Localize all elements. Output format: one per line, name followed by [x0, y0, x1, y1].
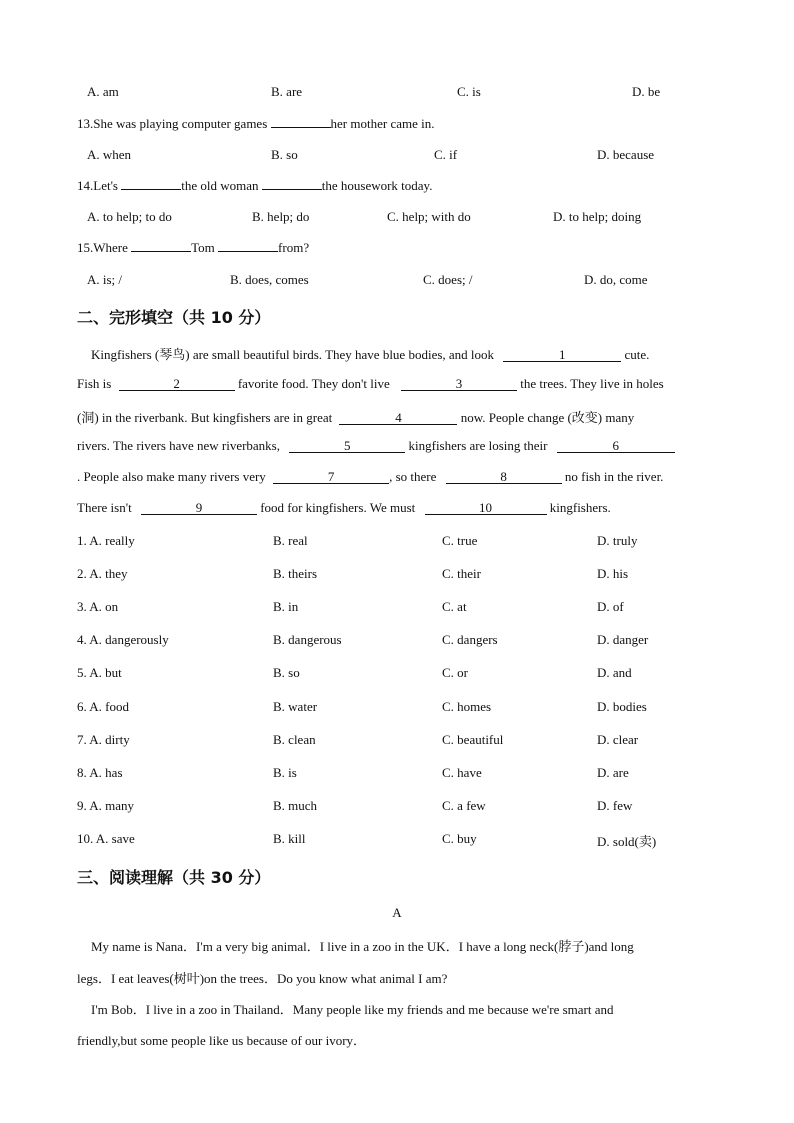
q15-stem-text-b: Tom — [191, 240, 219, 255]
cloze-option-a[interactable]: 7. A. dirty — [77, 732, 130, 747]
passage-text: . People also make many rivers very — [77, 469, 270, 484]
cloze-option-a[interactable]: 10. A. save — [77, 831, 135, 846]
q12-option-c[interactable]: C. is — [457, 84, 481, 99]
cloze-blank-6[interactable]: 6 — [557, 440, 675, 453]
passage-a-p2-line-1: I'm Bob．I live in a zoo in Thailand．Many people like my friends and me because we're smart and — [91, 1002, 614, 1017]
cloze-option-a[interactable]: 6. A. food — [77, 699, 129, 714]
passage-text: cute. — [621, 347, 650, 362]
cloze-option-b[interactable]: B. in — [273, 599, 299, 614]
cloze-option-b[interactable]: B. real — [273, 533, 308, 548]
q14-option-d[interactable]: D. to help; doing — [553, 209, 642, 224]
q15-stem-text-a: 15.Where — [77, 240, 132, 255]
cloze-option-b[interactable]: B. clean — [273, 732, 316, 747]
passage-text: food for kingfishers. We must — [256, 500, 419, 515]
cloze-option-c[interactable]: C. at — [442, 599, 467, 614]
passage-text: (洞) in the riverbank. But kingfishers are in great — [77, 410, 336, 425]
passage-text: now. People change (改变) many — [457, 410, 635, 425]
passage-a-p1-line-1: My name is Nana．I'm a very big animal．I live in a zoo in the UK．I have a long neck(脖子)and long — [91, 939, 634, 954]
cloze-blank-5[interactable]: 5 — [289, 440, 405, 453]
q15-option-b[interactable]: B. does, comes — [230, 272, 309, 287]
q15-option-c[interactable]: C. does; / — [423, 272, 473, 287]
cloze-option-d[interactable]: D. are — [597, 765, 629, 780]
cloze-option-a[interactable]: 5. A. but — [77, 665, 122, 680]
cloze-option-a[interactable]: 3. A. on — [77, 599, 119, 614]
cloze-option-c[interactable]: C. their — [442, 566, 481, 581]
passage-label: A — [392, 905, 402, 920]
cloze-option-a[interactable]: 8. A. has — [77, 765, 123, 780]
q14-blank-2[interactable] — [262, 189, 322, 190]
q13-stem — [77, 116, 434, 132]
cloze-option-c[interactable]: C. beautiful — [442, 732, 504, 747]
passage-line-6 — [77, 500, 611, 516]
cloze-option-d[interactable]: D. bodies — [597, 699, 647, 714]
cloze-option-a[interactable]: 1. A. really — [77, 533, 135, 548]
cloze-option-d[interactable]: D. truly — [597, 533, 638, 548]
passage-line-2 — [77, 376, 664, 392]
passage-text: rivers. The rivers have new riverbanks, — [77, 438, 284, 453]
passage-text: There isn't — [77, 500, 135, 515]
cloze-option-c[interactable]: C. dangers — [442, 632, 498, 647]
q14-option-c[interactable]: C. help; with do — [387, 209, 471, 224]
q13-option-c[interactable]: C. if — [434, 147, 458, 162]
q12-option-a[interactable]: A. am — [87, 84, 119, 99]
q14-stem-text-c: the housework today. — [321, 178, 433, 193]
cloze-blank-9[interactable]: 9 — [141, 502, 257, 515]
q13-option-d[interactable]: D. because — [597, 147, 655, 162]
cloze-option-b[interactable]: B. theirs — [273, 566, 318, 581]
cloze-option-d[interactable]: D. of — [597, 599, 624, 614]
cloze-option-d[interactable]: D. danger — [597, 632, 649, 647]
passage-text: favorite food. They don't live — [234, 376, 394, 391]
cloze-option-d[interactable]: D. few — [597, 798, 633, 813]
cloze-blank-2[interactable]: 2 — [119, 378, 235, 391]
passage-text: Fish is — [77, 376, 115, 391]
cloze-option-a[interactable]: 2. A. they — [77, 566, 128, 581]
passage-text: no fish in the river. — [561, 469, 664, 484]
cloze-option-c[interactable]: C. a few — [442, 798, 486, 813]
cloze-option-b[interactable]: B. dangerous — [273, 632, 342, 647]
cloze-blank-4[interactable]: 4 — [339, 412, 457, 425]
passage-text: kingfishers. — [546, 500, 611, 515]
q14-blank-1[interactable] — [121, 189, 181, 190]
q12-option-d[interactable]: D. be — [632, 84, 661, 99]
cloze-option-b[interactable]: B. water — [273, 699, 318, 714]
cloze-option-d[interactable]: D. sold(卖) — [597, 834, 657, 849]
passage-text: kingfishers are losing their — [405, 438, 551, 453]
q13-option-a[interactable]: A. when — [87, 147, 132, 162]
passage-a-p2-line-2: friendly,but some people like us because of our ivory． — [77, 1033, 367, 1048]
passage-line-1 — [91, 344, 649, 363]
passage-line-3 — [77, 407, 634, 426]
q15-stem-text-c: from? — [278, 240, 310, 255]
q15-blank-2[interactable] — [218, 251, 278, 252]
section-2-title: 二、完形填空（共 10 分） — [77, 308, 271, 327]
cloze-blank-7[interactable]: 7 — [273, 471, 389, 484]
cloze-option-a[interactable]: 9. A. many — [77, 798, 135, 813]
q13-option-b[interactable]: B. so — [271, 147, 298, 162]
passage-text: Kingfishers (琴鸟) are small beautiful birds. They have blue bodies, and look — [91, 347, 498, 362]
q14-stem — [77, 178, 432, 194]
cloze-option-c[interactable]: C. buy — [442, 831, 477, 846]
cloze-option-c[interactable]: C. have — [442, 765, 482, 780]
section-3-title: 三、阅读理解（共 30 分） — [77, 868, 271, 887]
q15-option-d[interactable]: D. do, come — [584, 272, 648, 287]
passage-text: , so there — [389, 469, 440, 484]
q13-stem-text-a: 13.She was playing computer games — [77, 116, 271, 131]
cloze-blank-10[interactable]: 10 — [425, 502, 547, 515]
cloze-option-b[interactable]: B. is — [273, 765, 297, 780]
passage-line-4 — [77, 438, 675, 454]
q14-stem-text-b: the old woman — [181, 178, 262, 193]
cloze-option-d[interactable]: D. his — [597, 566, 629, 581]
q13-stem-text-b: her mother came in. — [330, 116, 435, 131]
passage-a-p1-line-2: legs．I eat leaves(树叶)on the trees．Do you know what animal I am? — [77, 971, 448, 986]
cloze-option-d[interactable]: D. and — [597, 665, 632, 680]
cloze-blank-8[interactable]: 8 — [446, 471, 562, 484]
cloze-option-d[interactable]: D. clear — [597, 732, 639, 747]
cloze-option-c[interactable]: C. true — [442, 533, 478, 548]
q13-blank[interactable] — [271, 127, 331, 128]
q15-option-a[interactable]: A. is; / — [87, 272, 123, 287]
cloze-option-b[interactable]: B. so — [273, 665, 300, 680]
cloze-option-c[interactable]: C. or — [442, 665, 468, 680]
cloze-option-b[interactable]: B. kill — [273, 831, 306, 846]
q14-option-b[interactable]: B. help; do — [252, 209, 310, 224]
q15-blank-1[interactable] — [131, 251, 191, 252]
cloze-blank-3[interactable]: 3 — [401, 378, 517, 391]
cloze-option-a[interactable]: 4. A. dangerously — [77, 632, 169, 647]
cloze-option-b[interactable]: B. much — [273, 798, 318, 813]
passage-text: the trees. They live in holes — [517, 376, 664, 391]
cloze-blank-1[interactable]: 1 — [503, 349, 621, 362]
q15-stem — [77, 240, 309, 256]
q14-stem-text-a: 14.Let's — [77, 178, 122, 193]
q12-option-b[interactable]: B. are — [271, 84, 303, 99]
cloze-option-c[interactable]: C. homes — [442, 699, 492, 714]
q14-option-a[interactable]: A. to help; to do — [87, 209, 172, 224]
passage-line-5 — [77, 469, 663, 485]
